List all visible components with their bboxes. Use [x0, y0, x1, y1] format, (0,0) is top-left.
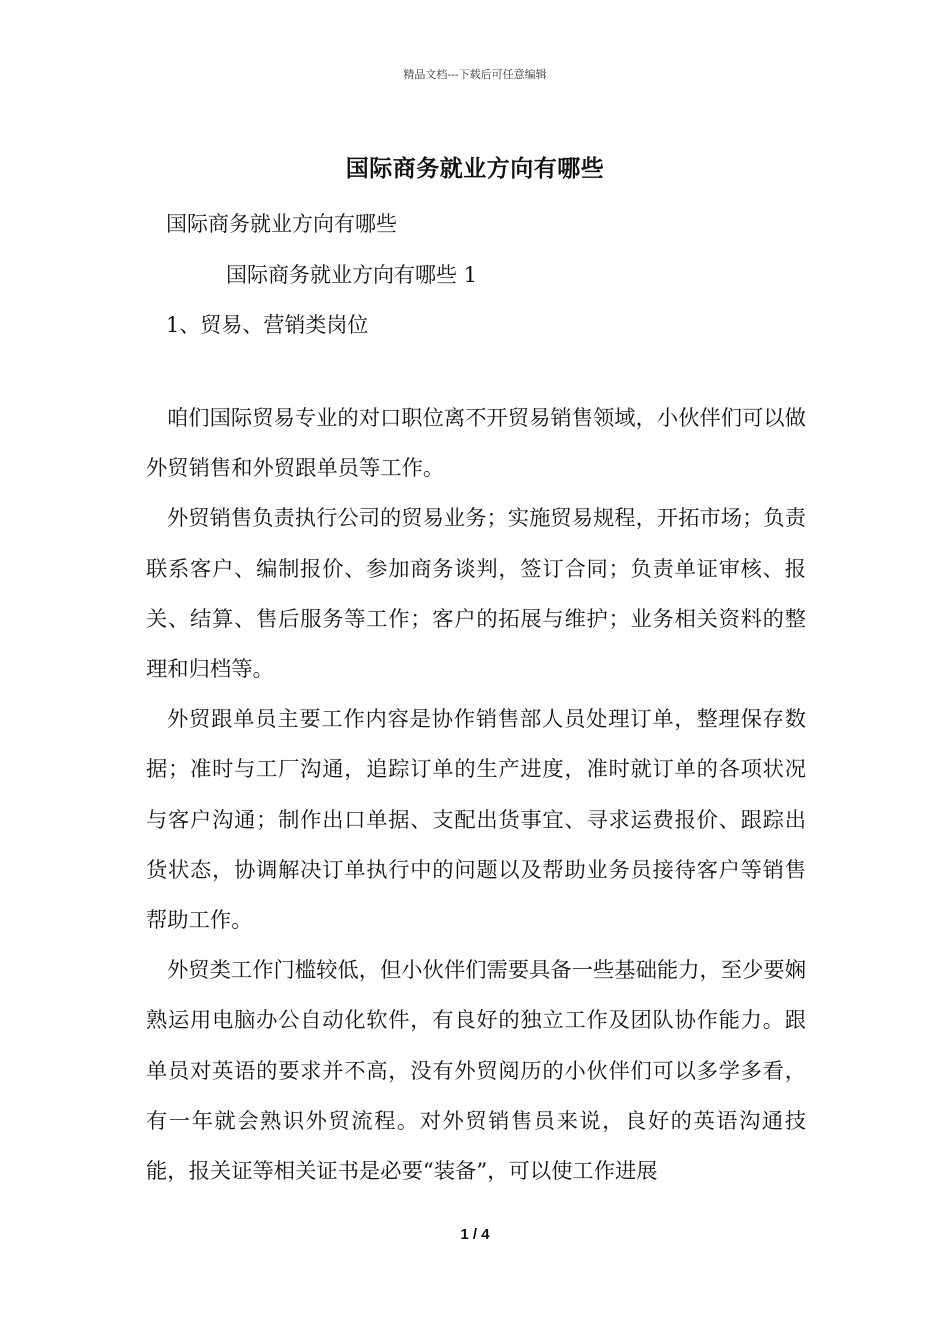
body-paragraph: 咱们国际贸易专业的对口职位离不开贸易销售领域，小伙伴们可以做外贸销售和外贸跟单员等工作。 [146, 406, 806, 482]
page-header: 精品文档---下载后可任意编辑 [403, 68, 547, 81]
section-heading: 1、贸易、营销类岗位 [166, 313, 369, 337]
document-subtitle: 国际商务就业方向有哪些 [166, 212, 397, 236]
page-number: 1 / 4 [460, 1226, 490, 1243]
document-title: 国际商务就业方向有哪些 [345, 155, 605, 182]
body-paragraph: 外贸类工作门槛较低，但小伙伴们需要具备一些基础能力，至少要娴熟运用电脑办公自动化软件，有良好的独立工作及团队协作能力。跟单员对英语的要求并不高，没有外贸阅历的小伙伴们可以多学多看，有一年就会熟识外贸流程。对外贸销售员来说，良好的英语沟通技能，报关证等相关证书是必要“装备”，可以使工作进展 [146, 958, 806, 1185]
body-paragraph: 外贸跟单员主要工作内容是协作销售部人员处理订单，整理保存数据；准时与工厂沟通，追踪订单的生产进度，准时就订单的各项状况与客户沟通；制作出口单据、支配出货事宜、寻求运费报价、跟踪出货状态，协调解决订单执行中的问题以及帮助业务员接待客户等销售帮助工作。 [146, 707, 806, 934]
body-paragraph: 外贸销售负责执行公司的贸易业务；实施贸易规程，开拓市场；负责联系客户、编制报价、参加商务谈判，签订合同；负责单证审核、报关、结算、售后服务等工作；客户的拓展与维护；业务相关资料的整理和归档等。 [146, 506, 806, 683]
document-body [146, 394, 806, 1197]
document-subtitle-numbered: 国际商务就业方向有哪些 1 [226, 263, 478, 287]
